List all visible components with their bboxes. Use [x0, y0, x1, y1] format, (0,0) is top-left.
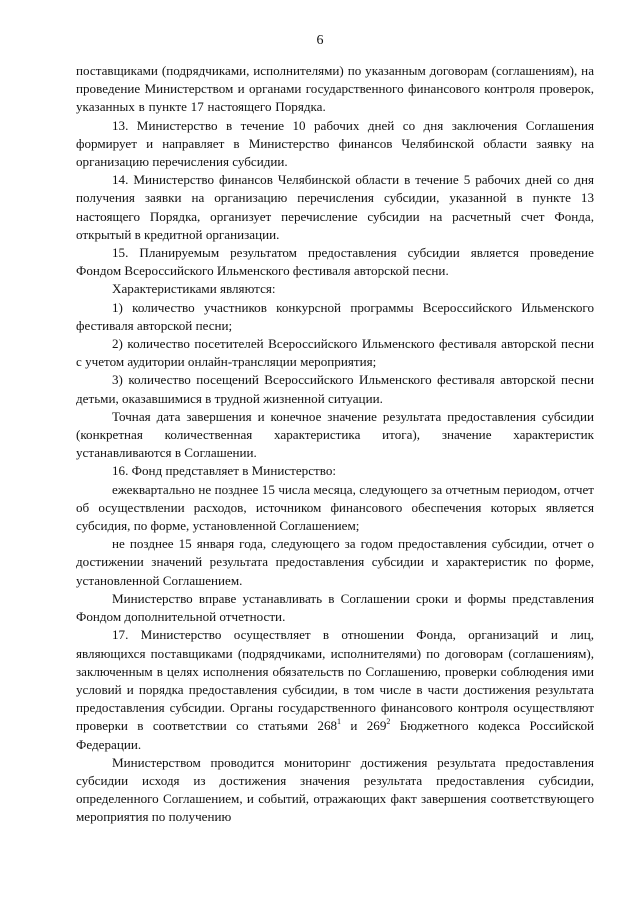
paragraph-additional-reporting: Министерство вправе устанавливать в Соглашении сроки и формы представления Фондом дополнительной отчетности.: [76, 590, 594, 625]
paragraph-monitoring: Министерством проводится мониторинг достижения результата предоставления субсидии исходя из достижения значения результата предоставления субсидии, определенного Соглашением, и событий, отражающих факт завершения соответствующего мероприятия по получению: [76, 754, 594, 825]
paragraph-characteristics-intro: Характеристиками являются:: [112, 281, 276, 297]
paragraph-item-17-text-before: 17. Министерство осуществляет в отношении Фонда, организаций и лиц, являющихся поставщиками (подрядчиками, исполнителями) по договорам (соглашениям), заключенным в целях исполнения обязательств по Соглашению, проверки соблюдения ими условий и порядка предоставления субсидии, в том числе в части достижения результата предоставления субсидии. Органы государственного финансового контроля осуществляют проверки в соответствии со статьями 268: [76, 627, 594, 734]
paragraph-item-17: [76, 626, 594, 753]
paragraph-continuation: поставщиками (подрядчиками, исполнителями) по указанным договорам (соглашениям), на проведение Министерством и органами государственного финансового контроля проверок, указанных в пункте 17 настоящего Порядка.: [76, 63, 594, 115]
paragraph-item-17-text-middle: и 269: [341, 718, 387, 734]
paragraph-item-17-text-after: Бюджетного кодекса Российской Федерации.: [76, 718, 594, 752]
superscript-1: 1: [337, 717, 342, 727]
paragraph-item-13: 13. Министерство в течение 10 рабочих дней со дня заключения Соглашения формирует и направляет в Министерство финансов Челябинской области заявку на организацию перечисления субсидии.: [76, 117, 594, 170]
paragraph-item-16: 16. Фонд представляет в Министерство:: [112, 463, 337, 479]
paragraph-characteristic-3: 3) количество посещений Всероссийского Ильменского фестиваля авторской песни детьми, оказавшимися в трудной жизненной ситуации.: [76, 372, 594, 406]
paragraph-characteristic-1: 1) количество участников конкурсной программы Всероссийского Ильменского фестиваля авторской песни;: [76, 299, 594, 333]
superscript-2: 2: [386, 717, 391, 727]
paragraph-item-14: 14. Министерство финансов Челябинской области в течение 5 рабочих дней со дня получения заявки на организацию перечисления субсидии, указанной в пункте 13 настоящего Порядка, организует перечисление субсидии на расчетный счет Фонда, открытый в кредитной организации.: [76, 172, 594, 242]
paragraph-result-date: Точная дата завершения и конечное значение результата предоставления субсидии (конкретная количественная характеристика итога), значение характеристик устанавливаются в Соглашении.: [76, 408, 594, 461]
document-body: [76, 62, 594, 827]
paragraph-quarterly-report: ежеквартально не позднее 15 числа месяца, следующего за отчетным периодом, отчет об осуществлении расходов, источником финансового обеспечения которых является субсидия, по форме, установленной Соглашением;: [76, 481, 594, 534]
page-number: 6: [316, 33, 324, 48]
paragraph-item-15: 15. Планируемым результатом предоставления субсидии является проведение Фондом Всероссийского Ильменского фестиваля авторской песни.: [76, 245, 594, 279]
paragraph-annual-report: не позднее 15 января года, следующего за годом предоставления субсидии, отчет о достижении значений результата предоставления субсидии и характеристик по форме, установленной Соглашением.: [76, 536, 594, 588]
paragraph-characteristic-2: 2) количество посетителей Всероссийского Ильменского фестиваля авторской песни с учетом аудитории онлайн-трансляции мероприятия;: [76, 336, 594, 370]
